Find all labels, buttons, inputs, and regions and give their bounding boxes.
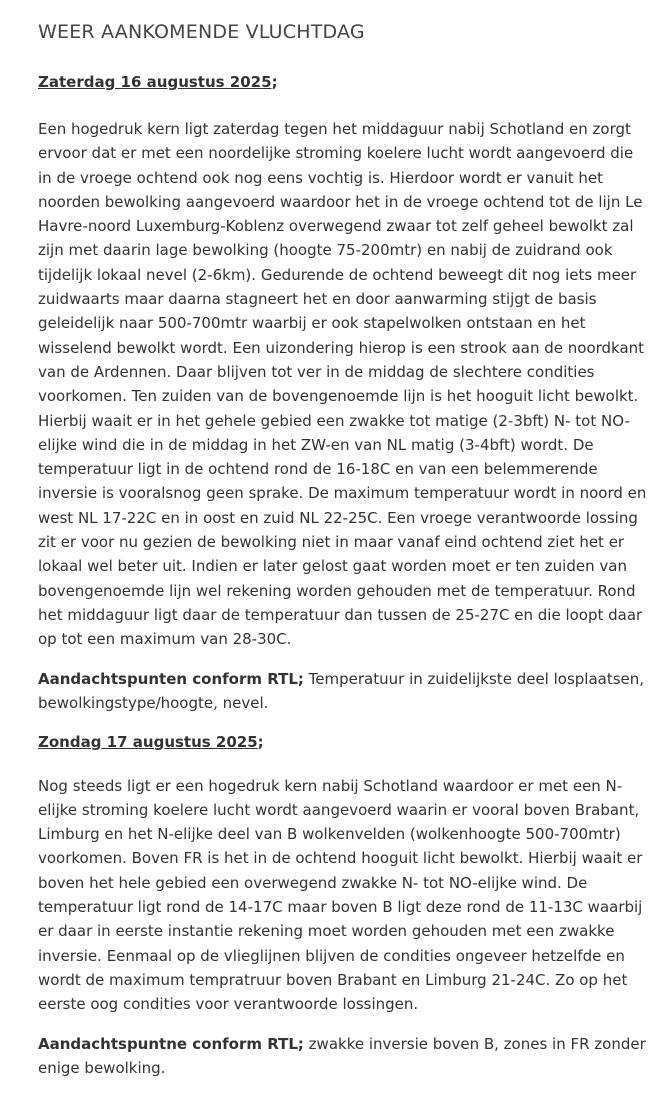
page-title: WEER AANKOMENDE VLUCHTDAG: [38, 21, 365, 43]
day-section-saturday: [38, 70, 650, 716]
day-section-sunday: [38, 730, 650, 1081]
day-date-suffix: ;: [271, 73, 278, 91]
day-forecast-text: Een hogedruk kern ligt zaterdag tegen het middaguur nabij Schotland en zorgt ervoor dat er met een noordelijke stroming koelere lucht wordt aangevoerd die in de vroege ochtend ook nog eens vochtig is. Hierdoor wordt er vanuit het noorden bewolking aangevoerd waardoor het in de vroege ochtend tot de lijn Le Havre-noord Luxemburg-Koblenz overwegend zwaar tot zelf geheel bewolkt zal zijn met daarin lage bewolking (hoogte 75-200mtr) en nabij de zuidrand ook tijdelijk lokaal nevel (2-6km). Gedurende de ochtend beweegt dit nog iets meer zuidwaarts maar daarna stagneert het en door aanwarming stijgt de basis geleidelijk naar 500-700mtr waarbij er ook stapelwolken ontstaan en het wisselend bewolkt wordt. Een uizondering hierop is een strook aan de noordkant van de Ardennen. Daar blijven tot ver in de middag de slechtere condities voorkomen. Ten zuiden van de bovengenoemde lijn is het hooguit licht bewolkt. Hierbij waait er in het gehele gebied een zwakke tot matige (2-3bft) N- tot NO-elijke wind die in de middag in het ZW-en van NL matig (3-4bft) wordt. De temperatuur ligt in de ochtend rond de 16-18C en van een belemmerende inversie is vooralsnog geen sprake. De maximum temperatuur wordt in noord en west NL 17-22C en in oost en zuid NL 22-25C. Een vroege verantwoorde lossing zit er voor nu gezien de bewolking niet in maar vanaf eind ochtend ziet het er lokaal wel beter uit. Indien er later gelost gaat worden moet er ten zuiden van bovengenoemde lijn wel rekening worden gehouden met de temperatuur. Rond het middaguur ligt daar de temperatuur dan tussen de 25-27C en die loopt daar op tot een maximum van 28-30C.: [38, 120, 647, 649]
day-date-suffix: ;: [257, 732, 264, 751]
day-heading: [38, 730, 650, 754]
attention-points-label: Aandachtspunten conform RTL;: [38, 669, 304, 688]
attention-points-label: Aandachtspuntne conform RTL;: [38, 1034, 304, 1053]
attention-points: [38, 1032, 650, 1081]
day-date: Zondag 17 augustus 2025: [38, 732, 258, 751]
attention-points-text: Temperatuur in zuidelijkste deel losplaatsen, bewolkingstype/hoogte, nevel.: [38, 669, 645, 713]
day-forecast-text: Nog steeds ligt er een hogedruk kern nabij Schotland waardoor er met een N-elijke stroming koelere lucht wordt aangevoerd waarin er vooral boven Brabant, Limburg en het N-elijke deel van B wolkenvelden (wolkenhoogte 500-700mtr) voorkomen. Boven FR is het in de ochtend hooguit licht bewolkt. Hierbij waait er boven het hele gebied een overwegend zwakke N- tot NO-elijke wind. De temperatuur ligt rond de 14-17C maar boven B ligt deze rond de 11-13C waarbij er daar in eerste instantie rekening moet worden gehouden met een zwakke inversie. Eenmaal op de vlieglijnen blijven de condities ongeveer hetzelfde en wordt de maximum tempratruur boven Brabant en Limburg 21-24C. Zo op het eerste oog condities voor verantwoorde lossingen.: [38, 776, 643, 1014]
attention-points-text: zwakke inversie boven B, zones in FR zonder enige bewolking.: [38, 1034, 646, 1077]
day-date: Zaterdag 16 augustus 2025: [38, 73, 272, 91]
attention-points: [38, 667, 650, 716]
day-heading: [38, 70, 650, 94]
